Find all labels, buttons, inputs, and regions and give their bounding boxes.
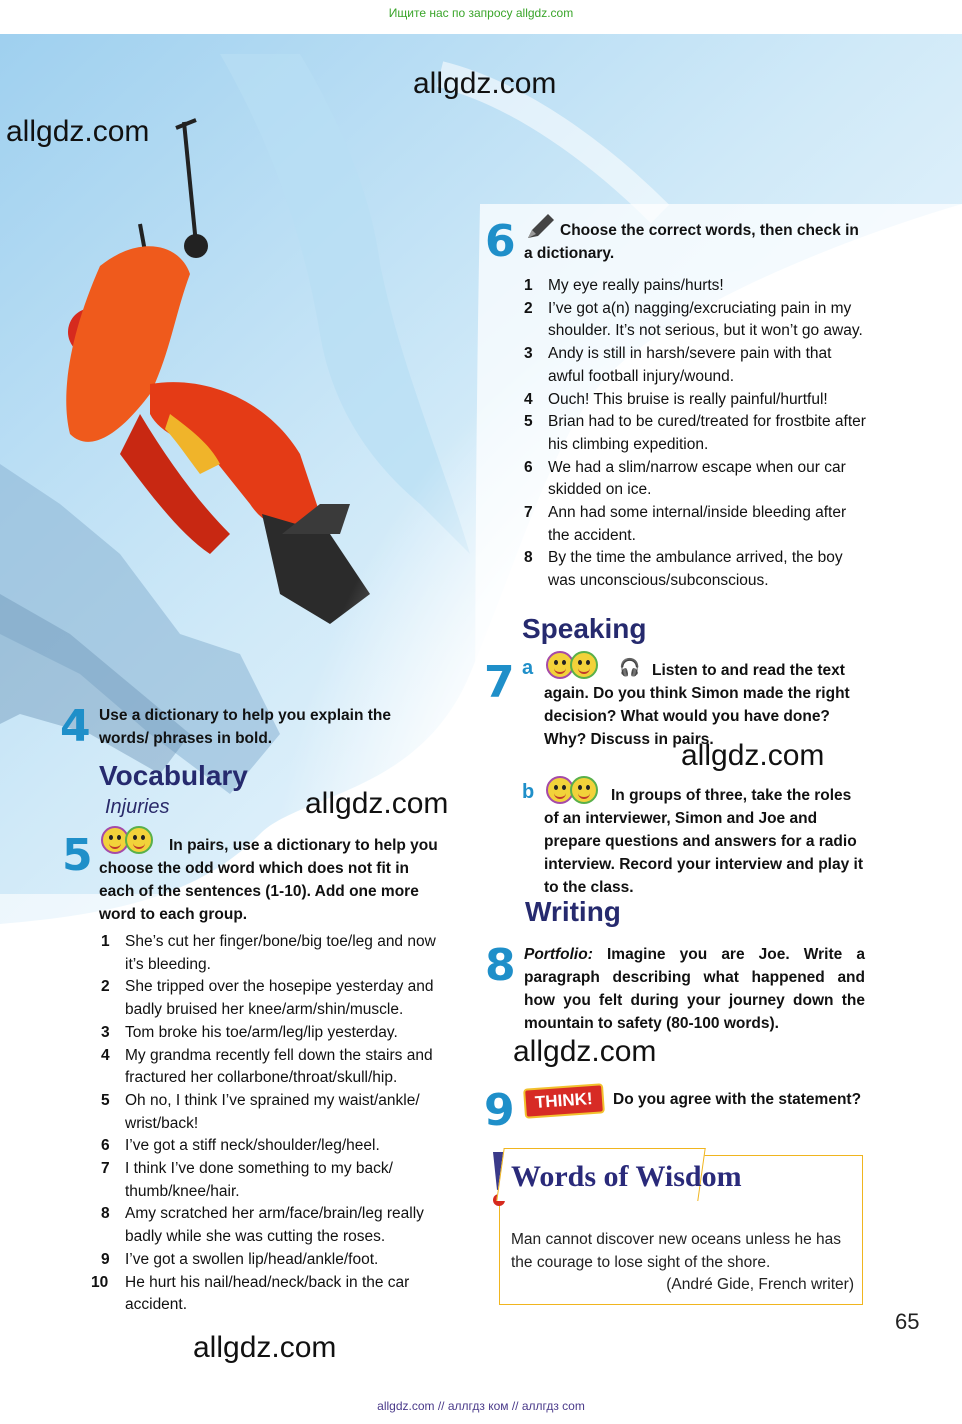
task-7a-text: Listen to and read the text again. Do you think Simon made the right decision? What would you have done? Why? Discuss in pairs. bbox=[544, 662, 850, 748]
task-number: 5 bbox=[62, 830, 93, 881]
watermark: allgdz.com bbox=[513, 1035, 657, 1068]
list-item: 3 Andy is still in harsh/severe pain with that awful football injury/wound. bbox=[524, 345, 832, 385]
subtask-letter: b bbox=[522, 781, 535, 803]
task-8-text: Portfolio: Imagine you are Joe. Write a paragraph describing what happened and how you felt during your journey down the mountain to safety (80-100 words). bbox=[524, 946, 865, 1032]
list-item: 1 She’s cut her finger/bone/big toe/leg and now it’s bleeding. bbox=[101, 933, 436, 973]
task-6-text: Choose the correct words, then check in a dictionary. bbox=[524, 222, 859, 262]
task-5-list bbox=[91, 931, 444, 1317]
list-item: 1 My eye really pains/hurts! bbox=[524, 277, 724, 294]
page-number: 65 bbox=[895, 1309, 920, 1334]
task-5-text: In pairs, use a dictionary to help you choose the odd word which does not fit in each of the sentences (1-10). Add one more word to each group. bbox=[99, 837, 438, 923]
watermark: allgdz.com bbox=[413, 67, 557, 100]
wisdom-title: Words of Wisdom bbox=[511, 1160, 742, 1193]
list-item: 2 She tripped over the hosepipe yesterday and badly bruised her knee/arm/shin/muscle. bbox=[101, 978, 434, 1019]
watermark: allgdz.com bbox=[681, 739, 825, 772]
task-number: 9 bbox=[484, 1085, 515, 1136]
wisdom-author: (André Gide, French writer) bbox=[666, 1276, 854, 1293]
portfolio-label: Portfolio: bbox=[524, 946, 593, 963]
section-heading-speaking: Speaking bbox=[522, 613, 647, 644]
task-9-text: Do you agree with the statement? bbox=[613, 1091, 862, 1108]
bottom-note: allgdz.com // аллгдз ком // аллгдз com bbox=[377, 1399, 585, 1413]
task-7b-text: In groups of three, take the roles of an interviewer, Simon and Joe and prepare questions and answers for a radio interview. Record your interview and play it to the class. bbox=[544, 787, 863, 896]
list-item: 5 Oh no, I think I’ve sprained my waist/ankle/ wrist/back! bbox=[101, 1091, 420, 1132]
task-6-list bbox=[524, 275, 866, 593]
list-item: 8 Amy scratched her arm/face/brain/leg really badly while she was cutting the roses. bbox=[101, 1205, 424, 1246]
list-item: 7 Ann had some internal/inside bleeding after the accident. bbox=[524, 504, 847, 544]
watermark: allgdz.com bbox=[193, 1331, 337, 1364]
task-number: 6 bbox=[485, 216, 516, 267]
headphones-icon: 🎧 bbox=[619, 658, 641, 677]
wisdom-quote: Man cannot discover new oceans unless he has the courage to lose sight of the shore. bbox=[511, 1231, 842, 1271]
list-item: 5 Brian had to be cured/treated for frostbite after his climbing expedition. bbox=[524, 413, 866, 453]
list-item: 10 He hurt his nail/head/neck/back in the car accident. bbox=[91, 1273, 410, 1314]
task-number: 7 bbox=[484, 657, 515, 708]
list-item: 3 Tom broke his toe/arm/leg/lip yesterday. bbox=[101, 1023, 398, 1041]
subtask-letter: a bbox=[522, 657, 534, 679]
list-item: 9 I’ve got a swollen lip/head/ankle/foot. bbox=[101, 1250, 379, 1268]
section-heading-vocabulary: Vocabulary bbox=[99, 760, 248, 791]
watermark: allgdz.com bbox=[305, 787, 449, 820]
list-item: 4 My grandma recently fell down the stairs and fractured her collarbone/throat/skull/hip. bbox=[101, 1046, 433, 1087]
watermark: allgdz.com bbox=[6, 115, 150, 148]
task-number: 4 bbox=[60, 701, 91, 752]
list-item: 7 I think I’ve done something to my back/ thumb/knee/hair. bbox=[101, 1160, 393, 1200]
list-item: 6 We had a slim/narrow escape when our car skidded on ice. bbox=[524, 458, 846, 499]
section-subheading: Injuries bbox=[105, 796, 170, 818]
list-item: 6 I’ve got a stiff neck/shoulder/leg/heel. bbox=[101, 1137, 380, 1155]
section-heading-writing: Writing bbox=[525, 896, 621, 927]
task-number: 8 bbox=[485, 940, 516, 991]
task-4-text: Use a dictionary to help you explain the words/ phrases in bold. bbox=[99, 707, 391, 747]
list-item: 4 Ouch! This bruise is really painful/hurtful! bbox=[524, 390, 828, 408]
think-badge: THINK! bbox=[524, 1086, 604, 1116]
list-item: 2 I’ve got a(n) nagging/excruciating pain in my shoulder. It’s not serious, but it won’t go away. bbox=[524, 299, 863, 340]
list-item: 8 By the time the ambulance arrived, the boy was unconscious/subconscious. bbox=[524, 549, 843, 590]
top-note: Ищите нас по запросу allgdz.com bbox=[388, 6, 574, 20]
